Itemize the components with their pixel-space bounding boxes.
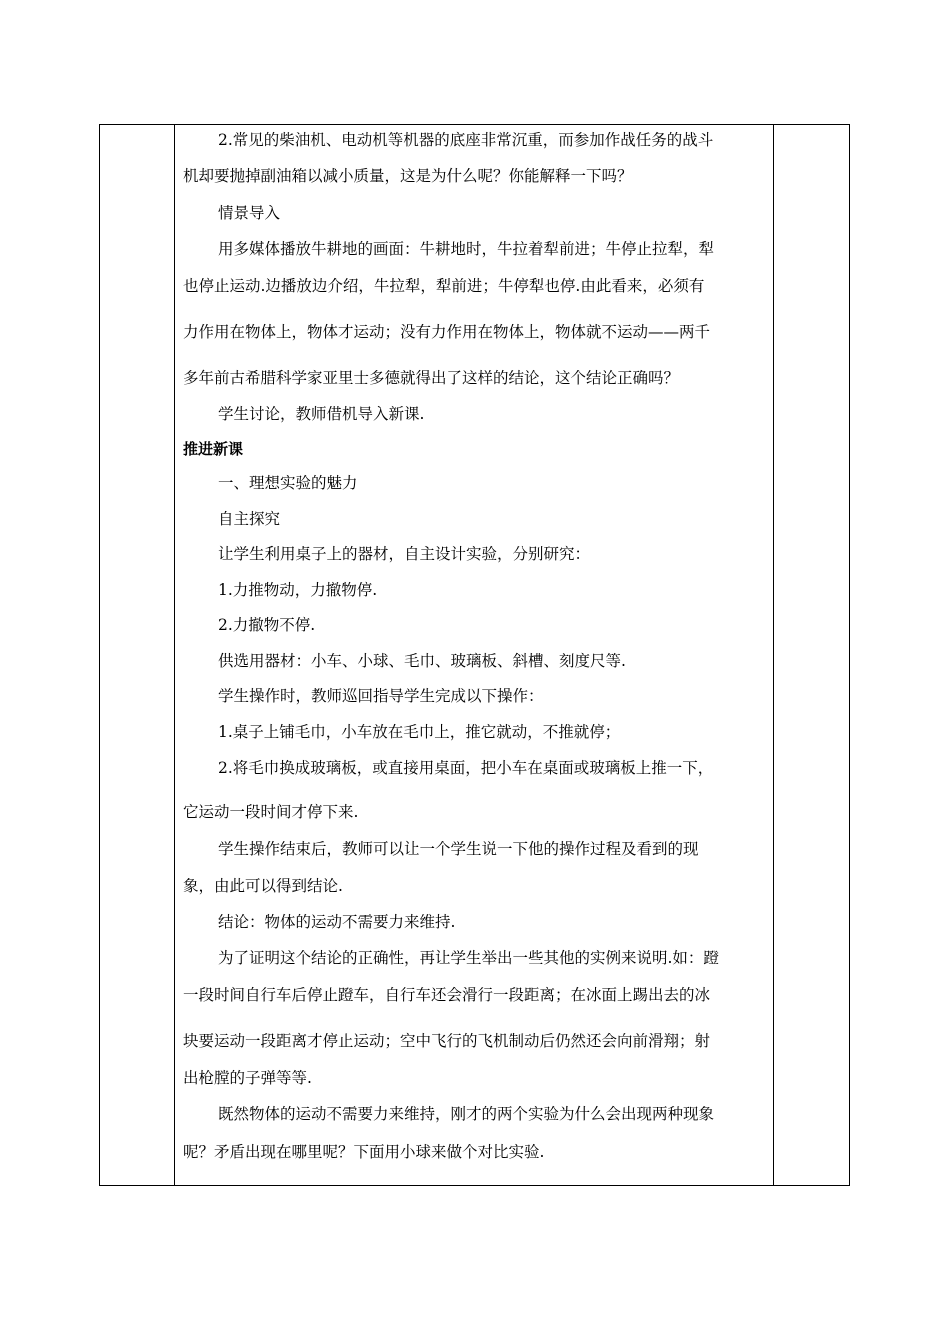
text-line: 力作用在物体上，物体才运动；没有力作用在物体上，物体就不运动——两千 [183, 323, 711, 341]
text-line: 用多媒体播放牛耕地的画面：牛耕地时，牛拉着犁前进；牛停止拉犁，犁 [218, 240, 715, 258]
text-line: 多年前古希腊科学家亚里士多德就得出了这样的结论，这个结论正确吗？ [183, 369, 680, 387]
text-line: 2.将毛巾换成玻璃板，或直接用桌面，把小车在桌面或玻璃板上推一下， [218, 759, 714, 777]
text-line: 1.桌子上铺毛巾，小车放在毛巾上，推它就动，不推就停； [218, 723, 621, 741]
text-line: 块要运动一段距离才停止运动；空中飞行的飞机制动后仍然还会向前滑翔；射 [183, 1032, 711, 1050]
text-line: 为了证明这个结论的正确性，再让学生举出一些其他的实例来说明.如：蹬 [218, 949, 719, 967]
text-line: 学生操作结束后，教师可以让一个学生说一下他的操作过程及看到的现 [218, 840, 699, 858]
column-divider-right [773, 125, 774, 1185]
text-line: 学生操作时，教师巡回指导学生完成以下操作： [218, 687, 544, 705]
lesson-table [99, 124, 850, 1186]
text-line: 它运动一段时间才停下来. [183, 803, 359, 821]
text-line: 出枪膛的子弹等等. [183, 1069, 312, 1087]
text-line: 既然物体的运动不需要力来维持，刚才的两个实验为什么会出现两种现象 [218, 1105, 715, 1123]
text-line: 供选用器材：小车、小球、毛巾、玻璃板、斜槽、刻度尺等. [218, 652, 626, 670]
text-line: 象，由此可以得到结论. [183, 877, 343, 895]
section-subheading: 自主探究 [218, 510, 281, 528]
section-subheading: 情景导入 [218, 204, 281, 222]
section-heading: 推进新课 [183, 440, 244, 458]
column-divider-left [174, 125, 175, 1185]
text-line: 机却要抛掉副油箱以减小质量，这是为什么呢？你能解释一下吗？ [183, 167, 633, 185]
text-line: 2.力撤物不停. [218, 616, 316, 634]
text-line: 也停止运动.边播放边介绍，牛拉犁，犁前进；牛停犁也停.由此看来，必须有 [183, 277, 705, 295]
text-line: 2.常见的柴油机、电动机等机器的底座非常沉重，而参加作战任务的战斗 [218, 131, 714, 149]
text-line: 让学生利用桌子上的器材，自主设计实验，分别研究： [218, 545, 591, 563]
section-subheading: 一、理想实验的魅力 [218, 474, 358, 492]
text-line: 一段时间自行车后停止蹬车，自行车还会滑行一段距离；在冰面上踢出去的冰 [183, 986, 711, 1004]
text-line: 呢？矛盾出现在哪里呢？下面用小球来做个对比实验. [183, 1143, 545, 1161]
text-line: 1.力推物动，力撤物停. [218, 581, 378, 599]
text-line: 学生讨论，教师借机导入新课. [218, 405, 425, 423]
text-line: 结论：物体的运动不需要力来维持. [218, 913, 456, 931]
